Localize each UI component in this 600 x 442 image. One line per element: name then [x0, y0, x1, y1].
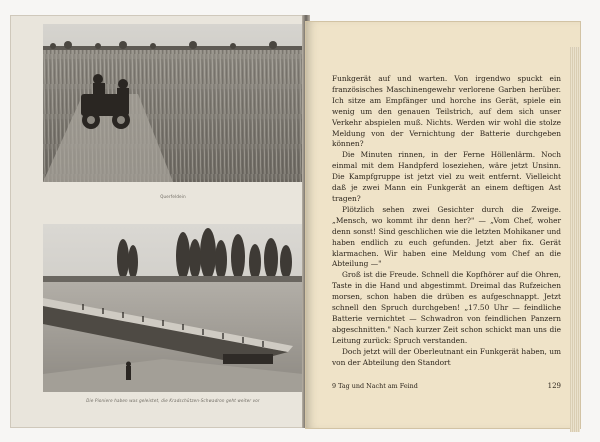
signature-mark: 9 Tag und Nacht am Feind [332, 382, 418, 390]
bottom-photo-caption: Die Pioniere haben was geleistet, die Kradschützen-Schwadron geht weiter vor [86, 398, 260, 403]
paragraph: Doch jetzt will der Oberleutnant ein Funkgerät haben, um von der Abteilung den Standort [332, 346, 561, 367]
page-edges [570, 47, 580, 432]
field-photo-image [43, 24, 303, 182]
right-page [305, 21, 581, 429]
paragraph: Groß ist die Freude. Schnell die Kopfhörer auf die Ohren, Taste in die Hand und abgestimmt. Dreimal das Rufzeichen morsen, schon haben die drüben es aufgeschnappt. Jetzt schnell den Spruch durchgeben! „17.50 Uhr — feindliche Batterie vernichtet — Schwadron von feindlichen Panzern abgeschnitten." Nach kurzer Zeit schon schickt man uns die Leitung zurück: Spruch verstanden. [332, 270, 561, 345]
left-page [10, 15, 305, 428]
open-book [10, 15, 582, 428]
paragraph: Funkgerät auf und warten. Von irgendwo spuckt ein französisches Maschinengewehr verlorene Garben herüber. Ich sitze am Empfänger und horche ins Gerät, spiele ein wenig um den genauen Teilstrich, auf dem sich unser Verkehr abspielen muß. Nichts. Werden wir wohl die stolze Meldung von der Vernichtung der Batterie durchgeben können? [332, 74, 561, 149]
body-text [332, 74, 561, 368]
bridge-photo [43, 224, 303, 392]
bridge-photo-image [43, 224, 303, 392]
field-photo [43, 24, 303, 182]
page-number: 129 [547, 382, 561, 390]
top-photo-caption: Querfeldein [160, 194, 186, 199]
paragraph: Plötzlich sehen zwei Gesichter durch die Zweige. „Mensch, wo kommt ihr denn her?" — „Vom Chef, woher denn sonst! Sind geschlichen wie die letzten Mohikaner und haben endlich zu euch gefunden. Jetzt aber fix. Gerät klarmachen. Wir haben eine Meldung vom Chef an die Abteilung —" [332, 204, 561, 269]
paragraph: Die Minuten rinnen, in der Ferne Höllenlärm. Noch einmal mit dem Handpferd loseziehen, wäre jetzt Unsinn. Die Kampfgruppe ist jetzt viel zu weit entfernt. Vielleicht daß je zwei Mann ein Funkgerät an einem deftigen Ast tragen? [332, 150, 561, 203]
